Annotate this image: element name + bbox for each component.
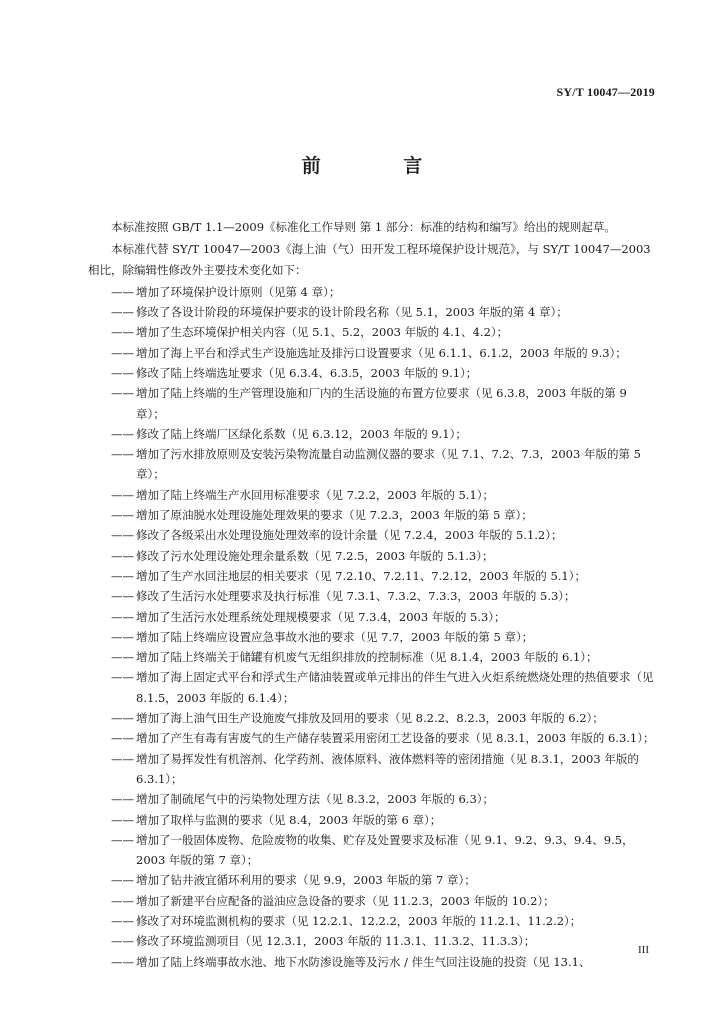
list-dash: ——	[111, 751, 134, 766]
page-number: III	[638, 944, 649, 956]
list-dash: ——	[111, 893, 134, 908]
list-dash: ——	[111, 386, 134, 401]
list-dash: ——	[111, 589, 134, 604]
change-list-item	[111, 911, 658, 931]
list-item-text: 增加了制硫尾气中的污染物处理方法（见 8.3.2，2003 年版的 6.3）；	[136, 792, 495, 807]
list-dash: ——	[111, 365, 134, 380]
list-dash: ——	[111, 426, 134, 441]
change-list-item	[111, 525, 658, 545]
list-item-text: 增加了取样与监测的要求（见 8.4，2003 年版的第 6 章）；	[136, 812, 442, 827]
list-item-text: 修改了环境监测项目（见 12.3.1，2003 年版的 11.3.1、11.3.2、11.3.3）；	[136, 934, 536, 949]
change-list	[88, 282, 658, 972]
list-item-text: 增加了陆上终端事故水池、地下水防渗设施等及污水 / 伴生气回注设施的投资（见 13.1、	[136, 954, 591, 969]
list-item-text: 增加了海上平台和浮式生产设施选址及排污口设置要求（见 6.1.1、6.1.2，2003 年版的 9.3）；	[136, 345, 627, 360]
list-item-text: 增加了生活污水处理系统处理规模要求（见 7.3.4，2003 年版的 5.3）；	[136, 609, 506, 624]
change-list-item	[111, 931, 658, 951]
change-list-item	[111, 627, 658, 647]
change-list-item	[111, 789, 658, 809]
standard-code: SY/T 10047—2019	[556, 85, 655, 99]
list-item-text: 修改了陆上终端厂区绿化系数（见 6.3.12，2003 年版的 9.1）；	[136, 426, 467, 441]
list-item-text: 增加了一般固体废物、危险废物的收集、贮存及处置要求及标准（见 9.1、9.2、9.3、9.4、9.5，2003 年版的第 7 章）；	[136, 832, 634, 868]
list-item-text: 增加了钻井液宜循环利用的要求（见 9.9，2003 年版的第 7 章）；	[136, 873, 476, 888]
list-item-text: 增加了海上固定式平台和浮式生产储油装置或单元排出的伴生气进入火炬系统燃烧处理的热值要求（见 8.1.5，2003 年版的 6.1.4）；	[136, 670, 654, 705]
list-item-text: 增加了陆上终端的生产管理设施和厂内的生活设施的布置方位要求（见 6.3.8，2003 年版的第 9 章）；	[136, 386, 627, 421]
list-dash: ——	[111, 609, 134, 624]
change-list-item	[111, 322, 658, 342]
list-dash: ——	[111, 528, 134, 543]
list-item-text: 增加了环境保护设计原则（见第 4 章）；	[136, 284, 341, 299]
list-dash: ——	[111, 873, 134, 888]
change-list-item	[111, 505, 658, 525]
list-dash: ——	[111, 325, 134, 340]
list-item-text: 修改了污水处理设施处理余量系数（见 7.2.5，2003 年版的 5.1.3）；	[136, 548, 494, 563]
list-dash: ——	[111, 792, 134, 807]
list-dash: ——	[111, 548, 134, 563]
change-list-item	[111, 586, 658, 606]
list-dash: ——	[111, 568, 134, 583]
list-item-text: 修改了各设计阶段的环境保护要求的设计阶段名称（见 5.1，2003 年版的第 4 章）；	[136, 305, 568, 320]
list-item-text: 增加了陆上终端应设置应急事故水池的要求（见 7.7，2003 年版的第 5 章）；	[136, 629, 534, 644]
change-list-item	[111, 302, 658, 322]
list-item-text: 增加了产生有毒有害废气的生产储存装置采用密闭工艺设备的要求（见 8.3.1，2003 年版的 6.3.1）；	[136, 731, 655, 746]
list-dash: ——	[111, 305, 134, 320]
list-item-text: 增加了生态环境保护相关内容（见 5.1、5.2，2003 年版的 4.1、4.2）；	[136, 325, 509, 340]
change-list-item	[111, 708, 658, 728]
list-item-text: 增加了陆上终端关于储罐有机废气无组织排放的控制标准（见 8.1.4，2003 年版的 6.1）；	[136, 650, 598, 665]
list-dash: ——	[111, 812, 134, 827]
list-dash: ——	[111, 650, 134, 665]
change-list-item	[111, 647, 658, 667]
change-list-item	[111, 383, 658, 424]
list-item-text: 增加了陆上终端生产水回用标准要求（见 7.2.2，2003 年版的 5.1）；	[136, 487, 495, 502]
list-dash: ——	[111, 284, 134, 299]
change-list-item	[111, 282, 658, 302]
list-item-text: 修改了各级采出水处理设施处理效率的设计余量（见 7.2.4，2003 年版的 5.1.2）；	[136, 528, 563, 543]
change-list-item	[111, 749, 658, 790]
list-dash: ——	[111, 832, 134, 847]
list-dash: ——	[111, 913, 134, 928]
change-list-item	[111, 424, 658, 444]
list-dash: ——	[111, 731, 134, 746]
list-item-text: 修改了生活污水处理要求及执行标准（见 7.3.1、7.3.2、7.3.3，2003 年版的 5.3）；	[136, 589, 576, 604]
list-dash: ——	[111, 934, 134, 949]
intro-paragraph-1: 本标准按照 GB/T 1.1—2009《标准化工作导则 第 1 部分：标准的结构和编写》给出的规则起草。	[111, 220, 616, 234]
list-item-text: 增加了原油脱水处理设施处理效果的要求（见 7.2.3，2003 年版的第 5 章）；	[136, 508, 533, 523]
change-list-item	[111, 485, 658, 505]
change-list-item	[111, 952, 658, 972]
change-list-item	[111, 810, 658, 830]
change-list-item	[111, 343, 658, 363]
list-item-text: 增加了生产水回注地层的相关要求（见 7.2.10、7.2.11、7.2.12，2003 年版的 5.1）；	[136, 568, 587, 583]
list-item-text: 增加了易挥发性有机溶剂、化学药剂、液体原料、液体燃料等的密闭措施（见 8.3.1，2003 年版的 6.3.1）；	[136, 751, 639, 786]
list-item-text: 修改了陆上终端选址要求（见 6.3.4、6.3.5，2003 年版的 9.1）；	[136, 365, 478, 380]
change-list-item	[111, 566, 658, 586]
change-list-item	[111, 667, 658, 708]
page-title: 前 言	[301, 155, 461, 177]
change-list-item	[111, 363, 658, 383]
change-list-item	[111, 607, 658, 627]
list-dash: ——	[111, 508, 134, 523]
list-item-text: 增加了新建平台应配备的溢油应急设备的要求（见 11.2.3，2003 年版的 10.2）；	[136, 893, 555, 908]
list-dash: ——	[111, 629, 134, 644]
change-list-item	[111, 444, 658, 485]
change-list-item	[111, 830, 658, 871]
list-item-text: 修改了对环境监测机构的要求（见 12.2.1、12.2.2，2003 年版的 11.2.1、11.2.2）；	[136, 913, 582, 928]
change-list-item	[111, 546, 658, 566]
list-item-text: 增加了海上油气田生产设施废气排放及回用的要求（见 8.2.2、8.2.3，2003 年版的 6.2）；	[136, 711, 604, 726]
change-list-item	[111, 870, 658, 890]
list-dash: ——	[111, 711, 134, 726]
list-dash: ——	[111, 447, 134, 462]
change-list-item	[111, 891, 658, 911]
list-dash: ——	[111, 345, 134, 360]
intro-paragraph-2: 本标准代替 SY/T 10047—2003《海上油（气）田开发工程环境保护设计规范》，与 SY/T 10047—2003 相比，除编辑性修改外主要技术变化如下：	[88, 241, 651, 278]
change-list-item	[111, 728, 658, 748]
list-dash: ——	[111, 670, 134, 685]
foreword-body	[88, 217, 658, 972]
list-dash: ——	[111, 487, 134, 502]
list-item-text: 增加了污水排放原则及安装污染物流量自动监测仪器的要求（见 7.1、7.2、7.3，2003 年版的第 5 章）；	[136, 447, 641, 482]
list-dash: ——	[111, 954, 134, 969]
